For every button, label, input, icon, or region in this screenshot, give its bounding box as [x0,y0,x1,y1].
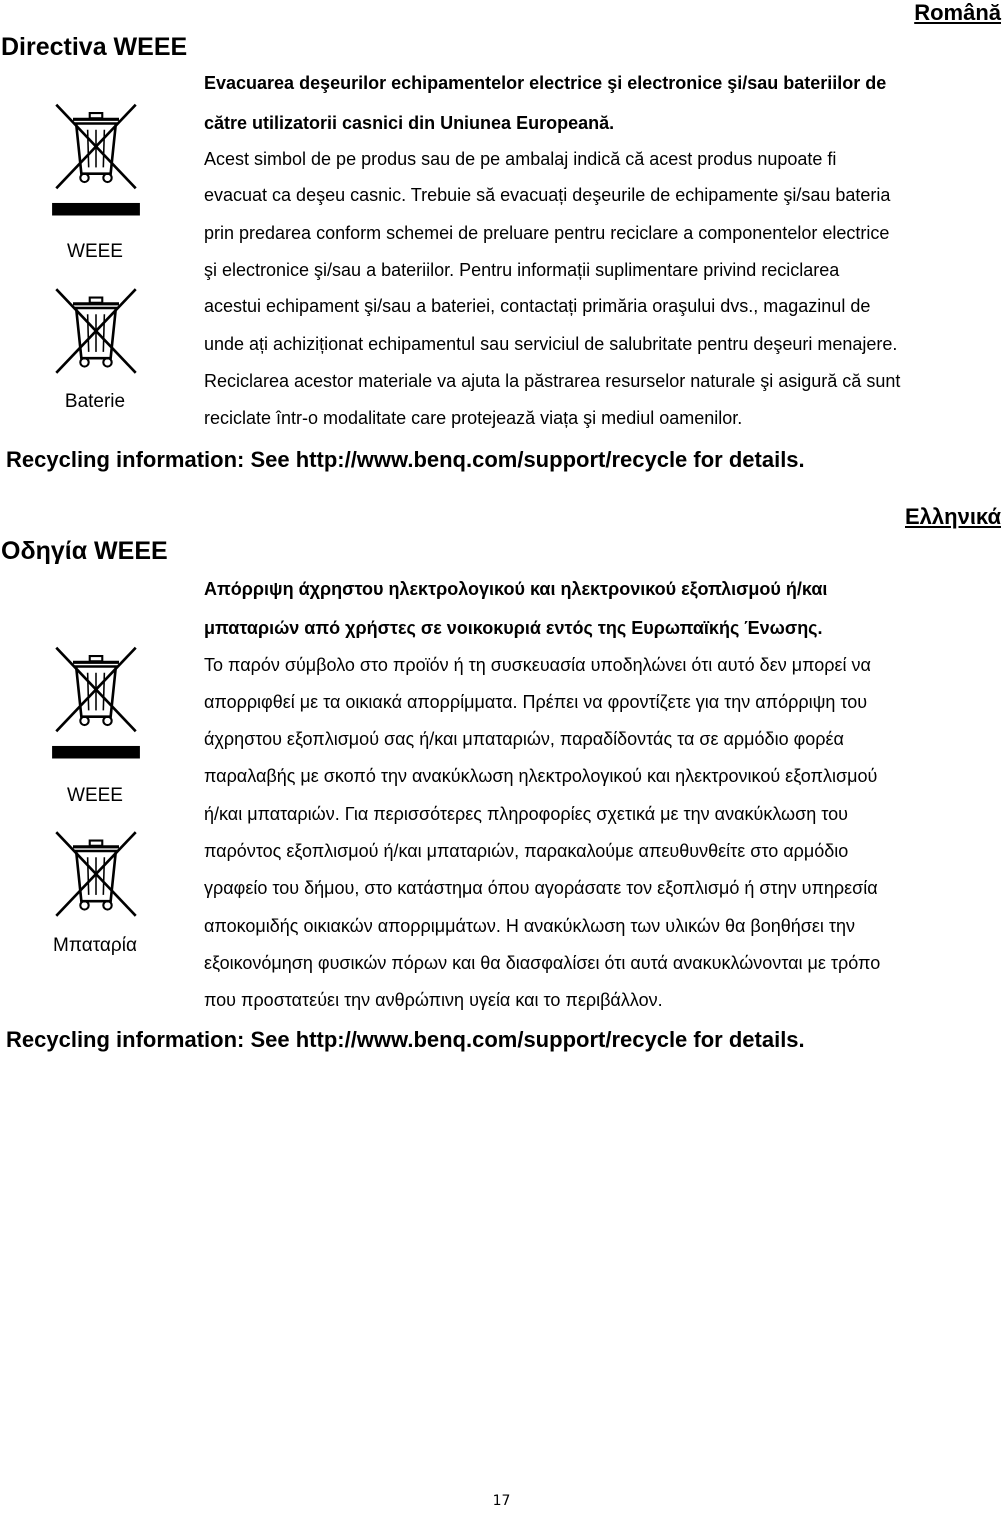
body-heading-line: Evacuarea deşeurilor echipamentelor electrice şi electronice şi/sau bateriilor de [204,73,887,93]
page-number: 17 [492,1493,511,1509]
body-text-line: evacuat ca deşeu casnic. Trebuie să evacuați deşeurile de echipamente şi/sau bateria [204,185,891,205]
body-text-line: şi electronice şi/sau a bateriilor. Pentru informații suplimentare privind reciclarea [204,260,840,280]
recycling-info-link[interactable]: Recycling information: See http://www.benq.com/support/recycle for details. [6,1027,805,1052]
weee-icon-caption: WEEE [67,241,123,262]
body-text-line: άχρηστου εξοπλισμού σας ή/και μπαταριών, παραδίδοντάς τα σε αρμόδιο φορέα [204,729,844,749]
weee-icon-caption: WEEE [67,785,123,806]
body-text-line: Το παρόν σύμβολο στο προϊόν ή τη συσκευασία υποδηλώνει ότι αυτό δεν μπορεί να [204,655,871,675]
body-heading-line: Απόρριψη άχρηστου ηλεκτρολογικού και ηλεκτρονικού εξοπλισμού ή/και [204,579,828,599]
body-text-line: unde ați achiziționat echipamentul sau serviciul de salubritate pentru deşeuri menajere. [204,334,898,354]
weee-bin-icon [50,100,142,216]
body-heading-line: μπαταριών από χρήστες σε νοικοκυριά εντός της Ευρωπαϊκής Ένωσης. [204,618,823,638]
body-text-line: αποκομιδής οικιακών απορριμμάτων. Η ανακύκλωση των υλικών θα βοηθήσει την [204,916,856,936]
body-text-line: Acest simbol de pe produs sau de pe ambalaj indică că acest produs nupoate fi [204,149,837,169]
language-label-romana: Română [914,0,1001,25]
body-text-line: εξοικονόμηση φυσικών πόρων και θα διασφαλίσει ότι αυτά ανακυκλώνονται με τρόπο [204,953,881,973]
body-text-line: ή/και μπαταριών. Για περισσότερες πληροφορίες σχετικά με την ανακύκλωση του [204,804,848,824]
body-text-line: γραφείο του δήμου, στο κατάστημα όπου αγοράσατε τον εξοπλισμό ή στην υπηρεσία [204,878,878,898]
recycling-info-link[interactable]: Recycling information: See http://www.benq.com/support/recycle for details. [6,447,805,472]
body-heading-line: către utilizatorii casnici din Uniunea Europeană. [204,113,615,133]
battery-icon-caption: Μπαταρία [53,935,137,956]
battery-bin-icon [50,828,142,920]
battery-bin-icon [50,285,142,377]
body-text-line: prin predarea conform schemei de preluare pentru reciclare a componentelor electrice [204,223,890,243]
language-label-ellinika: Ελληνικά [905,504,1001,529]
battery-icon-caption: Baterie [64,391,126,412]
section-title-ellinika: Οδηγία WEEE [1,537,168,565]
body-text-line: Reciclarea acestor materiale va ajuta la păstrarea resurselor naturale şi asigură că sunt [204,371,901,391]
body-text-line: απορριφθεί με τα οικιακά απορρίμματα. Πρέπει να φροντίζετε για την απόρριψη του [204,692,868,712]
body-text-line: παρόντος εξοπλισμού ή/και μπαταριών, παρακαλούμε απευθυνθείτε στο αρμόδιο [204,841,849,861]
body-text-line: παραλαβής με σκοπό την ανακύκλωση ηλεκτρολογικού και ηλεκτρονικού εξοπλισμού [204,766,878,786]
body-text-line: acestui echipament şi/sau a bateriei, contactați primăria oraşului dvs., magazinul de [204,296,871,316]
section-title-romana: Directiva WEEE [1,33,188,61]
weee-bin-icon [50,643,142,759]
body-text-line: reciclate într-o modalitate care protejează viața şi mediul oamenilor. [204,408,743,428]
body-text-line: που προστατεύει την ανθρώπινη υγεία και το περιβάλλον. [204,990,663,1010]
